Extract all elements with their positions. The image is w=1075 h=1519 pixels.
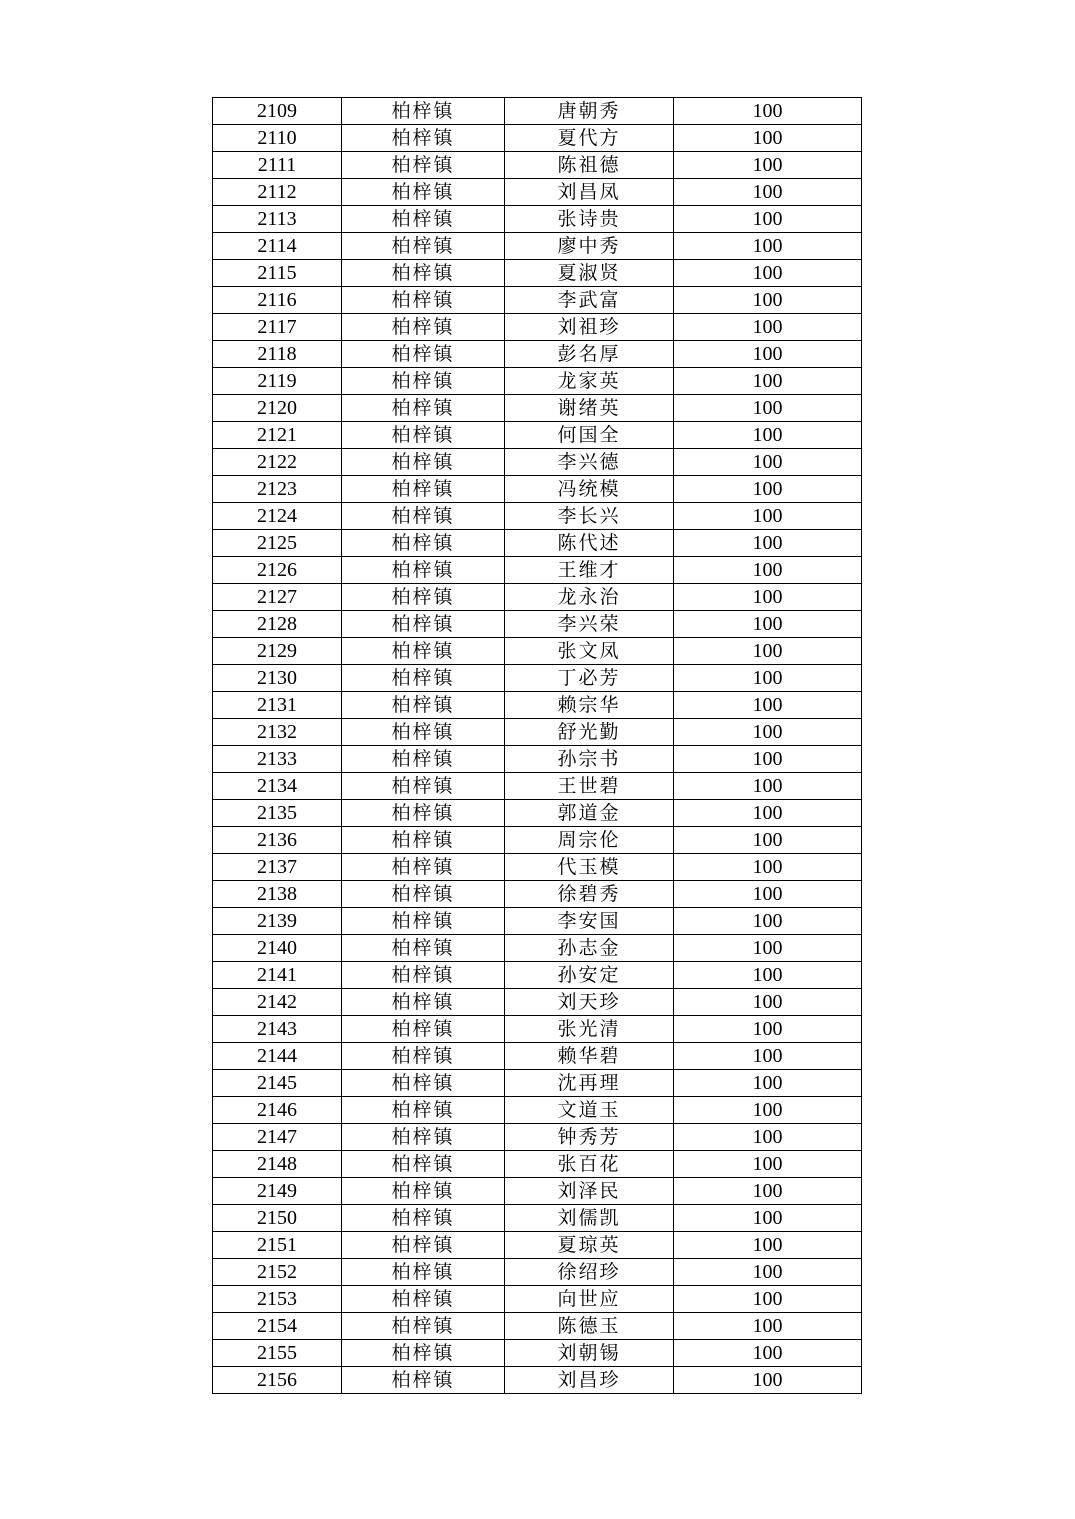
person-name-cell: 张百花 (505, 1151, 674, 1178)
person-name-cell: 刘儒凯 (505, 1205, 674, 1232)
serial-number-cell: 2117 (213, 314, 342, 341)
person-name-cell: 李兴荣 (505, 611, 674, 638)
amount-cell: 100 (674, 476, 862, 503)
person-name-cell: 郭道金 (505, 800, 674, 827)
serial-number-cell: 2152 (213, 1259, 342, 1286)
person-name-cell: 赖华碧 (505, 1043, 674, 1070)
town-cell: 柏梓镇 (342, 1043, 505, 1070)
amount-cell: 100 (674, 557, 862, 584)
serial-number-cell: 2140 (213, 935, 342, 962)
amount-cell: 100 (674, 1178, 862, 1205)
person-name-cell: 徐碧秀 (505, 881, 674, 908)
table-row (213, 1205, 862, 1232)
person-name-cell: 冯统模 (505, 476, 674, 503)
amount-cell: 100 (674, 935, 862, 962)
amount-cell: 100 (674, 719, 862, 746)
town-cell: 柏梓镇 (342, 962, 505, 989)
town-cell: 柏梓镇 (342, 584, 505, 611)
table-row (213, 179, 862, 206)
amount-cell: 100 (674, 1151, 862, 1178)
serial-number-cell: 2124 (213, 503, 342, 530)
town-cell: 柏梓镇 (342, 665, 505, 692)
serial-number-cell: 2149 (213, 1178, 342, 1205)
serial-number-cell: 2139 (213, 908, 342, 935)
person-name-cell: 代玉模 (505, 854, 674, 881)
person-name-cell: 龙家英 (505, 368, 674, 395)
amount-cell: 100 (674, 1232, 862, 1259)
amount-cell: 100 (674, 854, 862, 881)
table-row (213, 125, 862, 152)
amount-cell: 100 (674, 503, 862, 530)
table-row (213, 989, 862, 1016)
table-row (213, 206, 862, 233)
person-name-cell: 张诗贵 (505, 206, 674, 233)
town-cell: 柏梓镇 (342, 1097, 505, 1124)
town-cell: 柏梓镇 (342, 530, 505, 557)
serial-number-cell: 2155 (213, 1340, 342, 1367)
amount-cell: 100 (674, 1286, 862, 1313)
table-row (213, 1286, 862, 1313)
serial-number-cell: 2122 (213, 449, 342, 476)
amount-cell: 100 (674, 152, 862, 179)
amount-cell: 100 (674, 746, 862, 773)
table-row (213, 746, 862, 773)
serial-number-cell: 2113 (213, 206, 342, 233)
table-row (213, 692, 862, 719)
table-row (213, 314, 862, 341)
town-cell: 柏梓镇 (342, 1232, 505, 1259)
table-row (213, 1340, 862, 1367)
town-cell: 柏梓镇 (342, 476, 505, 503)
town-cell: 柏梓镇 (342, 746, 505, 773)
table-row (213, 152, 862, 179)
table-row (213, 584, 862, 611)
table-row (213, 449, 862, 476)
person-name-cell: 刘昌珍 (505, 1367, 674, 1394)
table-row (213, 260, 862, 287)
amount-cell: 100 (674, 395, 862, 422)
serial-number-cell: 2145 (213, 1070, 342, 1097)
serial-number-cell: 2143 (213, 1016, 342, 1043)
person-name-cell: 刘昌凤 (505, 179, 674, 206)
amount-cell: 100 (674, 1097, 862, 1124)
town-cell: 柏梓镇 (342, 557, 505, 584)
amount-cell: 100 (674, 1259, 862, 1286)
table-row (213, 800, 862, 827)
table-row (213, 1313, 862, 1340)
table-row (213, 422, 862, 449)
amount-cell: 100 (674, 260, 862, 287)
person-name-cell: 张文凤 (505, 638, 674, 665)
serial-number-cell: 2111 (213, 152, 342, 179)
table-row (213, 395, 862, 422)
person-name-cell: 彭名厚 (505, 341, 674, 368)
person-name-cell: 刘天珍 (505, 989, 674, 1016)
town-cell: 柏梓镇 (342, 233, 505, 260)
town-cell: 柏梓镇 (342, 881, 505, 908)
town-cell: 柏梓镇 (342, 827, 505, 854)
person-name-cell: 向世应 (505, 1286, 674, 1313)
serial-number-cell: 2127 (213, 584, 342, 611)
person-name-cell: 丁必芳 (505, 665, 674, 692)
town-cell: 柏梓镇 (342, 1205, 505, 1232)
town-cell: 柏梓镇 (342, 611, 505, 638)
table-row (213, 1016, 862, 1043)
table-row (213, 854, 862, 881)
serial-number-cell: 2134 (213, 773, 342, 800)
town-cell: 柏梓镇 (342, 1340, 505, 1367)
serial-number-cell: 2146 (213, 1097, 342, 1124)
person-name-cell: 刘朝锡 (505, 1340, 674, 1367)
serial-number-cell: 2125 (213, 530, 342, 557)
serial-number-cell: 2109 (213, 98, 342, 125)
serial-number-cell: 2131 (213, 692, 342, 719)
table-row (213, 530, 862, 557)
town-cell: 柏梓镇 (342, 422, 505, 449)
table-row (213, 827, 862, 854)
town-cell: 柏梓镇 (342, 935, 505, 962)
serial-number-cell: 2147 (213, 1124, 342, 1151)
serial-number-cell: 2154 (213, 1313, 342, 1340)
serial-number-cell: 2142 (213, 989, 342, 1016)
person-name-cell: 张光清 (505, 1016, 674, 1043)
person-name-cell: 王世碧 (505, 773, 674, 800)
town-cell: 柏梓镇 (342, 719, 505, 746)
person-name-cell: 唐朝秀 (505, 98, 674, 125)
amount-cell: 100 (674, 287, 862, 314)
town-cell: 柏梓镇 (342, 395, 505, 422)
town-cell: 柏梓镇 (342, 503, 505, 530)
serial-number-cell: 2153 (213, 1286, 342, 1313)
person-name-cell: 刘泽民 (505, 1178, 674, 1205)
person-name-cell: 李武富 (505, 287, 674, 314)
town-cell: 柏梓镇 (342, 179, 505, 206)
town-cell: 柏梓镇 (342, 341, 505, 368)
person-name-cell: 龙永治 (505, 584, 674, 611)
amount-cell: 100 (674, 1070, 862, 1097)
table-row (213, 1367, 862, 1394)
amount-cell: 100 (674, 341, 862, 368)
person-name-cell: 李长兴 (505, 503, 674, 530)
table-row (213, 962, 862, 989)
serial-number-cell: 2130 (213, 665, 342, 692)
table-row (213, 1259, 862, 1286)
amount-cell: 100 (674, 179, 862, 206)
town-cell: 柏梓镇 (342, 1367, 505, 1394)
amount-cell: 100 (674, 422, 862, 449)
town-cell: 柏梓镇 (342, 800, 505, 827)
person-name-cell: 钟秀芳 (505, 1124, 674, 1151)
amount-cell: 100 (674, 665, 862, 692)
town-cell: 柏梓镇 (342, 368, 505, 395)
person-name-cell: 谢绪英 (505, 395, 674, 422)
table-row (213, 935, 862, 962)
person-name-cell: 赖宗华 (505, 692, 674, 719)
town-cell: 柏梓镇 (342, 287, 505, 314)
town-cell: 柏梓镇 (342, 773, 505, 800)
table-row (213, 773, 862, 800)
table-row (213, 665, 862, 692)
town-cell: 柏梓镇 (342, 692, 505, 719)
person-name-cell: 夏淑贤 (505, 260, 674, 287)
table-row (213, 1097, 862, 1124)
serial-number-cell: 2123 (213, 476, 342, 503)
table-row (213, 476, 862, 503)
amount-cell: 100 (674, 314, 862, 341)
person-name-cell: 夏琼英 (505, 1232, 674, 1259)
town-cell: 柏梓镇 (342, 1151, 505, 1178)
town-cell: 柏梓镇 (342, 260, 505, 287)
town-cell: 柏梓镇 (342, 1070, 505, 1097)
person-name-cell: 孙志金 (505, 935, 674, 962)
table-row (213, 368, 862, 395)
amount-cell: 100 (674, 1016, 862, 1043)
table-row (213, 1043, 862, 1070)
amount-cell: 100 (674, 1043, 862, 1070)
serial-number-cell: 2136 (213, 827, 342, 854)
roster-table-body (213, 98, 862, 1394)
table-row (213, 503, 862, 530)
serial-number-cell: 2132 (213, 719, 342, 746)
table-row (213, 1070, 862, 1097)
amount-cell: 100 (674, 908, 862, 935)
town-cell: 柏梓镇 (342, 1259, 505, 1286)
town-cell: 柏梓镇 (342, 1178, 505, 1205)
table-row (213, 98, 862, 125)
person-name-cell: 李安国 (505, 908, 674, 935)
table-row (213, 611, 862, 638)
town-cell: 柏梓镇 (342, 908, 505, 935)
table-row (213, 233, 862, 260)
amount-cell: 100 (674, 1313, 862, 1340)
person-name-cell: 孙宗书 (505, 746, 674, 773)
amount-cell: 100 (674, 881, 862, 908)
amount-cell: 100 (674, 206, 862, 233)
town-cell: 柏梓镇 (342, 1286, 505, 1313)
town-cell: 柏梓镇 (342, 152, 505, 179)
serial-number-cell: 2137 (213, 854, 342, 881)
town-cell: 柏梓镇 (342, 98, 505, 125)
serial-number-cell: 2121 (213, 422, 342, 449)
table-row (213, 881, 862, 908)
serial-number-cell: 2114 (213, 233, 342, 260)
amount-cell: 100 (674, 368, 862, 395)
town-cell: 柏梓镇 (342, 989, 505, 1016)
amount-cell: 100 (674, 449, 862, 476)
serial-number-cell: 2138 (213, 881, 342, 908)
amount-cell: 100 (674, 773, 862, 800)
table-row (213, 1178, 862, 1205)
person-name-cell: 陈代述 (505, 530, 674, 557)
serial-number-cell: 2126 (213, 557, 342, 584)
table-row (213, 719, 862, 746)
serial-number-cell: 2156 (213, 1367, 342, 1394)
amount-cell: 100 (674, 98, 862, 125)
amount-cell: 100 (674, 989, 862, 1016)
serial-number-cell: 2110 (213, 125, 342, 152)
serial-number-cell: 2115 (213, 260, 342, 287)
amount-cell: 100 (674, 1124, 862, 1151)
serial-number-cell: 2129 (213, 638, 342, 665)
person-name-cell: 何国全 (505, 422, 674, 449)
town-cell: 柏梓镇 (342, 1313, 505, 1340)
serial-number-cell: 2150 (213, 1205, 342, 1232)
table-row (213, 1151, 862, 1178)
table-row (213, 638, 862, 665)
person-name-cell: 孙安定 (505, 962, 674, 989)
amount-cell: 100 (674, 638, 862, 665)
person-name-cell: 夏代方 (505, 125, 674, 152)
person-name-cell: 周宗伦 (505, 827, 674, 854)
amount-cell: 100 (674, 1340, 862, 1367)
town-cell: 柏梓镇 (342, 449, 505, 476)
town-cell: 柏梓镇 (342, 638, 505, 665)
amount-cell: 100 (674, 1367, 862, 1394)
amount-cell: 100 (674, 611, 862, 638)
person-name-cell: 沈再理 (505, 1070, 674, 1097)
person-name-cell: 徐绍珍 (505, 1259, 674, 1286)
person-name-cell: 李兴德 (505, 449, 674, 476)
town-cell: 柏梓镇 (342, 206, 505, 233)
serial-number-cell: 2128 (213, 611, 342, 638)
town-cell: 柏梓镇 (342, 125, 505, 152)
serial-number-cell: 2151 (213, 1232, 342, 1259)
amount-cell: 100 (674, 800, 862, 827)
amount-cell: 100 (674, 125, 862, 152)
person-name-cell: 廖中秀 (505, 233, 674, 260)
serial-number-cell: 2116 (213, 287, 342, 314)
town-cell: 柏梓镇 (342, 854, 505, 881)
amount-cell: 100 (674, 692, 862, 719)
table-row (213, 1124, 862, 1151)
person-name-cell: 陈祖德 (505, 152, 674, 179)
amount-cell: 100 (674, 233, 862, 260)
person-name-cell: 陈德玉 (505, 1313, 674, 1340)
serial-number-cell: 2135 (213, 800, 342, 827)
person-name-cell: 王维才 (505, 557, 674, 584)
town-cell: 柏梓镇 (342, 1124, 505, 1151)
serial-number-cell: 2148 (213, 1151, 342, 1178)
serial-number-cell: 2120 (213, 395, 342, 422)
serial-number-cell: 2112 (213, 179, 342, 206)
person-name-cell: 刘祖珍 (505, 314, 674, 341)
table-row (213, 287, 862, 314)
amount-cell: 100 (674, 962, 862, 989)
table-row (213, 341, 862, 368)
town-cell: 柏梓镇 (342, 1016, 505, 1043)
serial-number-cell: 2141 (213, 962, 342, 989)
amount-cell: 100 (674, 827, 862, 854)
amount-cell: 100 (674, 584, 862, 611)
table-row (213, 557, 862, 584)
person-name-cell: 舒光勤 (505, 719, 674, 746)
person-name-cell: 文道玉 (505, 1097, 674, 1124)
amount-cell: 100 (674, 1205, 862, 1232)
table-row (213, 1232, 862, 1259)
town-cell: 柏梓镇 (342, 314, 505, 341)
amount-cell: 100 (674, 530, 862, 557)
roster-table (212, 97, 862, 1394)
table-row (213, 908, 862, 935)
serial-number-cell: 2119 (213, 368, 342, 395)
serial-number-cell: 2118 (213, 341, 342, 368)
serial-number-cell: 2144 (213, 1043, 342, 1070)
serial-number-cell: 2133 (213, 746, 342, 773)
